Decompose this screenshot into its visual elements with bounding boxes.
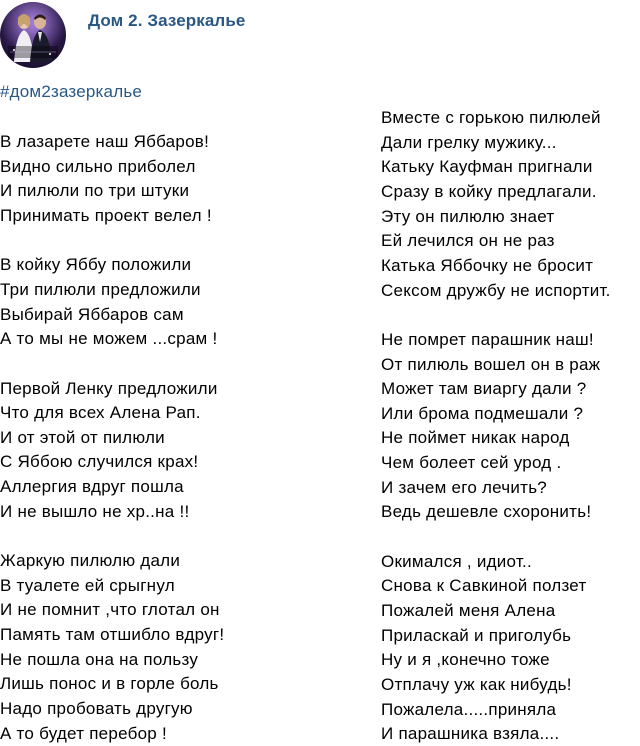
poem-line: И зачем его лечить? xyxy=(381,477,548,497)
poem-line: Пожалей меня Алена xyxy=(381,601,556,620)
poem-line: Катька Яббочку не бросит xyxy=(381,255,594,275)
poem-line: И не вышло не хр..на !! xyxy=(0,501,190,521)
poem-line: И пилюли по три штуки xyxy=(0,181,190,201)
poem-line: Может там виаргу дали ? xyxy=(381,379,587,399)
poem-line: Или брома подмешали ? xyxy=(381,403,584,423)
poem-line: Катьку Кауфман пригнали xyxy=(381,157,593,177)
poem-line: В койку Яббу положили xyxy=(0,255,192,275)
community-avatar-icon[interactable] xyxy=(0,2,66,68)
poem-line: А то будет перебор ! xyxy=(0,723,167,743)
poem-line: Отплачу уж как нибудь! xyxy=(381,674,572,694)
poem-line: Принимать проект велел ! xyxy=(0,205,212,225)
post-header xyxy=(0,0,640,72)
poem-line: Ведь дешевле схоронить! xyxy=(381,502,592,522)
poem-line: Снова к Савкиной ползет xyxy=(381,576,587,596)
poem-line: Видно сильно приболел xyxy=(0,156,196,176)
poem-line: Не пошла она на пользу xyxy=(0,649,199,669)
poem-line: И от этой от пилюли xyxy=(0,427,165,447)
poem-line: Сразу в койку предлагали. xyxy=(381,181,597,201)
poem-line: В лазарете наш Яббаров! xyxy=(0,132,210,151)
poem-line: С Яббою случился крах! xyxy=(0,452,199,472)
poem-line: Аллергия вдруг пошла xyxy=(0,477,184,497)
poem-line: Эту он пилюлю знает xyxy=(381,206,555,226)
poem-line: Лишь понос и в горле боль xyxy=(0,674,219,694)
hashtag-link[interactable]: #дом2зазеркалье xyxy=(0,82,143,101)
poem-line: От пилюль вошел он в раж xyxy=(381,354,601,374)
poem-line: Три пилюли предложили xyxy=(0,279,201,299)
poem-line: Не помрет парашник наш! xyxy=(381,329,594,349)
poem-line: Окимался , идиот.. xyxy=(381,551,532,571)
poem-line: И парашника взяла.... xyxy=(381,724,560,744)
poem-line: А то мы не можем ...срам ! xyxy=(0,329,218,349)
poem-line: Чем болеет сей урод . xyxy=(381,453,562,473)
poem-line: Что для всех Алена Рап. xyxy=(0,403,201,423)
poem-line: Жаркую пилюлю дали xyxy=(0,551,181,571)
poem-line: Не поймет никак народ xyxy=(381,428,570,448)
poem-line: Вместе с горькою пилюлей xyxy=(381,108,601,127)
poem-line: Пожалела.....приняла xyxy=(381,699,557,719)
poem-line: Первой Ленку предложили xyxy=(0,378,218,398)
poem-line: Надо пробовать другую xyxy=(0,698,193,718)
poem-line: Ей лечился он не раз xyxy=(381,231,555,251)
poem-line: Сексом дружбу не испортит. xyxy=(381,280,611,300)
poem-line: Приласкай и приголубь xyxy=(381,625,572,645)
poem-line: Ну и я ,конечно тоже xyxy=(381,650,550,670)
poem-line: Выбирай Яббаров сам xyxy=(0,304,184,324)
poem-line: Дали грелку мужику... xyxy=(381,132,557,152)
community-name-link[interactable]: Дом 2. Зазеркалье xyxy=(88,11,246,30)
poem-line: И не помнит ,что глотал он xyxy=(0,600,220,620)
poem-line: Память там отшибло вдруг! xyxy=(0,625,225,644)
poem-line: В туалете ей срыгнул xyxy=(0,575,175,595)
